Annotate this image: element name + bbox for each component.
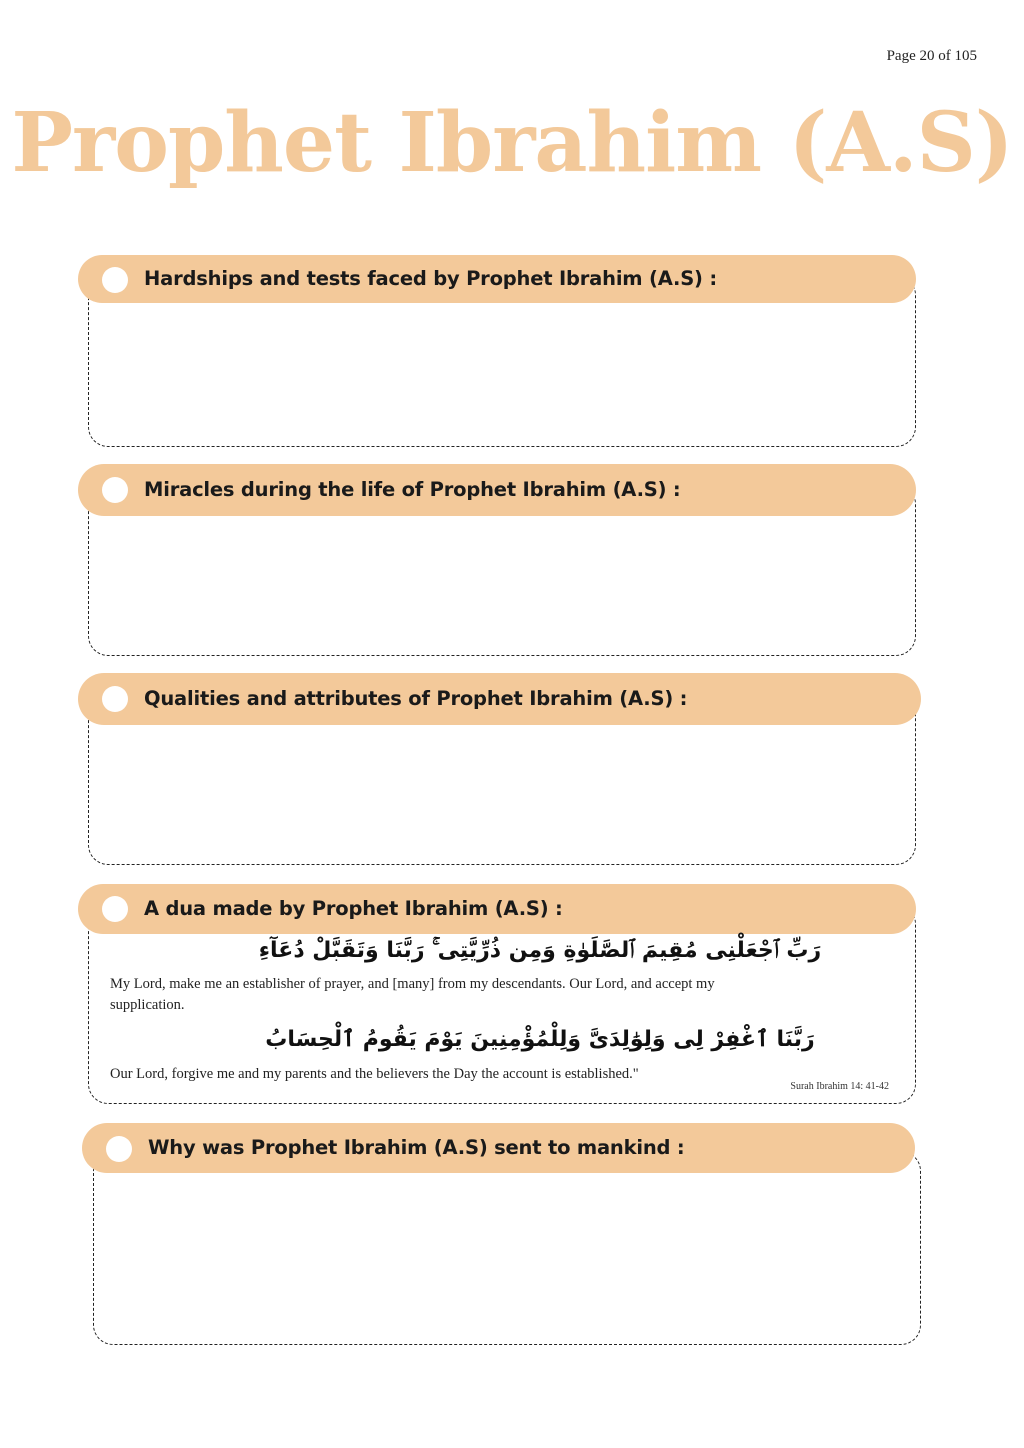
section-header-pill (78, 884, 916, 934)
bullet-circle-icon (102, 477, 128, 503)
section-heading: A dua made by Prophet Ibrahim (A.S) : (144, 897, 563, 920)
section-heading: Qualities and attributes of Prophet Ibrahim (A.S) : (144, 687, 688, 710)
dua-translation-2: Our Lord, forgive me and my parents and the believers the Day the account is established." (110, 1066, 639, 1082)
section-miracles (78, 464, 918, 659)
dua-translation-1: My Lord, make me an establisher of prayer, and [many] from my descendants. Our Lord, and accept my supplication. (110, 976, 715, 1013)
dua-arabic-verse-2: رَبَّنَا ٱغْفِرْ لِى وَلِوَٰلِدَىَّ وَلِلْمُؤْمِنِينَ يَوْمَ يَقُومُ ٱلْحِسَابُ (265, 1027, 815, 1052)
section-why-sent (82, 1123, 924, 1348)
section-header-pill (78, 464, 916, 516)
section-qualities (78, 673, 923, 868)
dua-arabic-verse-1: رَبِّ ٱجْعَلْنِى مُقِيمَ ٱلصَّلَوٰةِ وَمِن ذُرِّيَّتِى ۚ رَبَّنَا وَتَقَبَّلْ دُعَآءِ (258, 938, 822, 963)
answer-box-why-sent[interactable] (93, 1151, 921, 1345)
section-header-pill (78, 255, 916, 303)
dua-reference: Surah Ibrahim 14: 41-42 (790, 1081, 889, 1092)
bullet-circle-icon (102, 686, 128, 712)
bullet-circle-icon (102, 267, 128, 293)
bullet-circle-icon (106, 1136, 132, 1162)
section-header-pill (82, 1123, 915, 1173)
dua-content (110, 932, 910, 1085)
section-heading: Hardships and tests faced by Prophet Ibrahim (A.S) : (144, 267, 717, 290)
section-heading: Miracles during the life of Prophet Ibrahim (A.S) : (144, 478, 681, 501)
page-number: Page 20 of 105 (886, 48, 977, 64)
section-header-pill (78, 673, 921, 725)
section-hardships (78, 255, 918, 450)
page-title: Prophet Ibrahim (A.S) (11, 95, 1013, 191)
section-heading: Why was Prophet Ibrahim (A.S) sent to mankind : (148, 1136, 685, 1159)
bullet-circle-icon (102, 896, 128, 922)
